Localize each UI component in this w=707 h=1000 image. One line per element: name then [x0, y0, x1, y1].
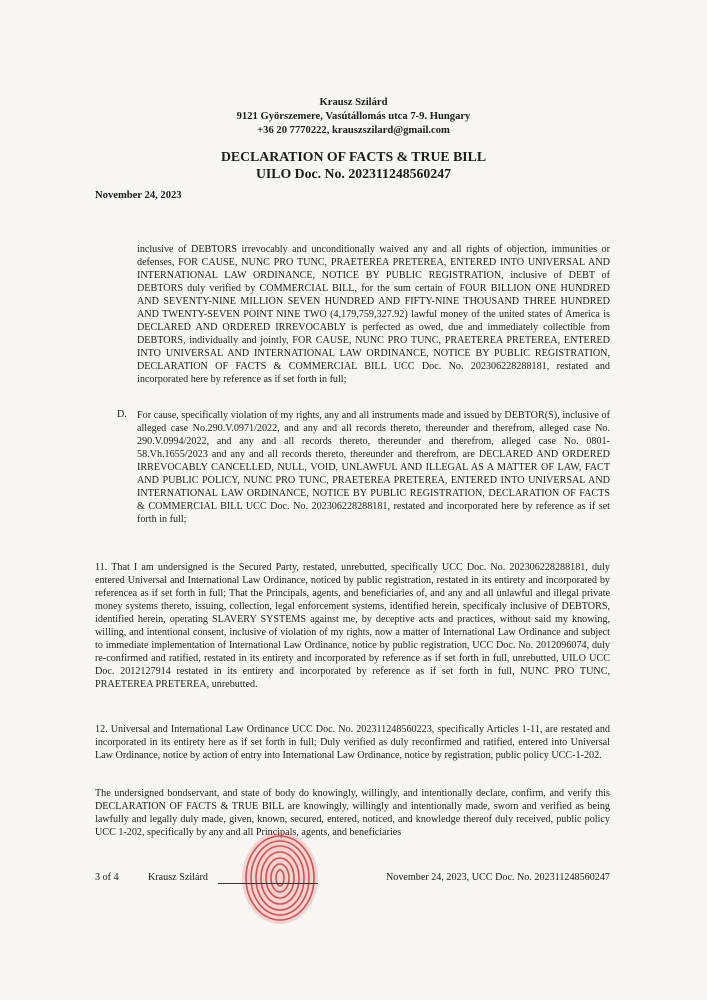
sender-name: Krausz Szilárd	[319, 97, 388, 108]
signature-line	[218, 883, 318, 884]
paragraph-declaration: The undersigned bondservant, and state of body do knowingly, willingly, and intentionally declare, confirm, and verify this DECLARATION OF FACTS & TRUE BILL are knowingly, willingly and intentionally made, sworn and verified as being lawfully and legally duly made, given, known, secured, entered, noticed, and knowledge thereof duly received, public policy UCC 1-202, specifically by any and all Principals, agents, and beneficiaries	[95, 788, 610, 839]
paragraph-d-marker: D.	[117, 409, 127, 420]
document-date: November 24, 2023	[95, 190, 182, 201]
footer-signer-name: Krausz Szilárd	[148, 872, 208, 883]
page-number: 3 of 4	[95, 872, 119, 883]
sender-contact: +36 20 7770222, krauszszilard@gmail.com	[257, 125, 450, 136]
sender-header	[0, 96, 707, 138]
paragraph-c-continuation: inclusive of DEBTORS irrevocably and unconditionally waived any and all rights of objection, immunities or defenses, FOR CAUSE, NUNC PRO TUNC, PRAETEREA PRETEREA, ENTERED INTO UNIVERSAL AND INTERNATIONAL LAW ORDINANCE, NOTICE BY PUBLIC REGISTRATION, inclusive of DEBT of DEBTORS duly verified by COMMERCIAL BILL, for the sum certain of FOUR BILLION ONE HUNDRED AND SEVENTY-NINE MILLION SEVEN HUNDRED AND FIFTY-NINE THOUSAND THREE HUNDRED AND TWENTY-SEVEN POINT NINE TWO (4,179,759,327.92) lawful money of the united states of America is DECLARED AND ORDERED IRREVOCABLY is perfected as owed, due and immediately collectible from DEBTORS, individually and jointly, FOR CAUSE, NUNC PRO TUNC, PRAETEREA PRETEREA, ENTERED INTO UNIVERSAL AND INTERNATIONAL LAW ORDINANCE, NOTICE BY PUBLIC REGISTRATION, DECLARATION OF FACTS & COMMERCIAL BILL UCC Doc. No. 202306228288181, restated and incorporated here by reference as if set forth in full;	[137, 244, 610, 386]
document-title	[0, 148, 707, 182]
sender-address: 9121 Györszemere, Vasútállomás utca 7-9. Hungary	[236, 111, 471, 122]
document-title-line-2: UILO Doc. No. 202311248560247	[255, 166, 452, 181]
page-footer	[95, 872, 610, 892]
footer-reference: November 24, 2023, UCC Doc. No. 202311248560247	[385, 872, 610, 883]
paragraph-12: 12. Universal and International Law Ordinance UCC Doc. No. 202311248560223, specifically Articles 1-11, are restated and incorporated in its entirety here as if set forth in full; Duly verified as duly reconfirmed and ratified, entered into Universal Law Ordinance, notice by action of entry into International Law Ordinance, notice by registration, public policy UCC-1-202.	[95, 724, 610, 762]
document-title-line-1: DECLARATION OF FACTS & TRUE BILL	[220, 149, 487, 164]
paragraph-11: 11. That I am undersigned is the Secured Party, restated, unrebutted, specifically UCC Doc. No. 202306228288181, duly entered Universal and International Law Ordinance, noticed by public registration, restated in its entirety and incorporated by referencea as if set forth in full; That the Principals, agents, and beneficiaries of, and any and all unlawful and illegal private money systems thereto, issuing, collection, legal enforcement systems, identified herein, specificaly inclusive of DEBTORS, identified herein, operating SLAVERY SYSTEMS against me, by deceptive acts and practices, without said my knowing, willing, and intentional consent, inclusive of violation of my rights, now a matter of International Law Ordinance and subject to immediate implementation of International Law Ordinance, notice by public registration, UCC Doc. No. 2012096074, duly re-confirmed and ratified, restated in its entirety and incorporated by reference as if set forth in full, unrebutted, UILO UCC Doc. 2012127914 restated in its entirety and incorporated by reference as if set forth in full, NUNC PRO TUNC, PRAETEREA PRETEREA, unrebutted.	[95, 562, 610, 691]
paragraph-d: For cause, specifically violation of my rights, any and all instruments made and issued by DEBTOR(S), inclusive of alleged case No.290.V.0971/2022, and any and all records thereto, thereunder and therefrom, alleged case No. 290.V.0994/2022, and any and all records thereto, thereunder and therefrom, alleged case No. 0801-58.Vh.1655/2023 and any and all records thereto, thereunder and therefrom, are DECLARED AND ORDERED IRREVOCABLY CANCELLED, NULL, VOID, UNLAWFUL AND ILLEGAL AS A MATTER OF LAW, FACT AND PUBLIC POLICY, NUNC PRO TUNC, PRAETEREA PRETEREA, ENTERED INTO UNIVERSAL AND INTERNATIONAL LAW ORDINANCE, NOTICE BY PUBLIC REGISTRATION, DECLARATION OF FACTS & COMMERCIAL BILL UCC Doc. No. 202306228288181, restated and incorporated here by reference as if set forth in full;	[137, 410, 610, 526]
